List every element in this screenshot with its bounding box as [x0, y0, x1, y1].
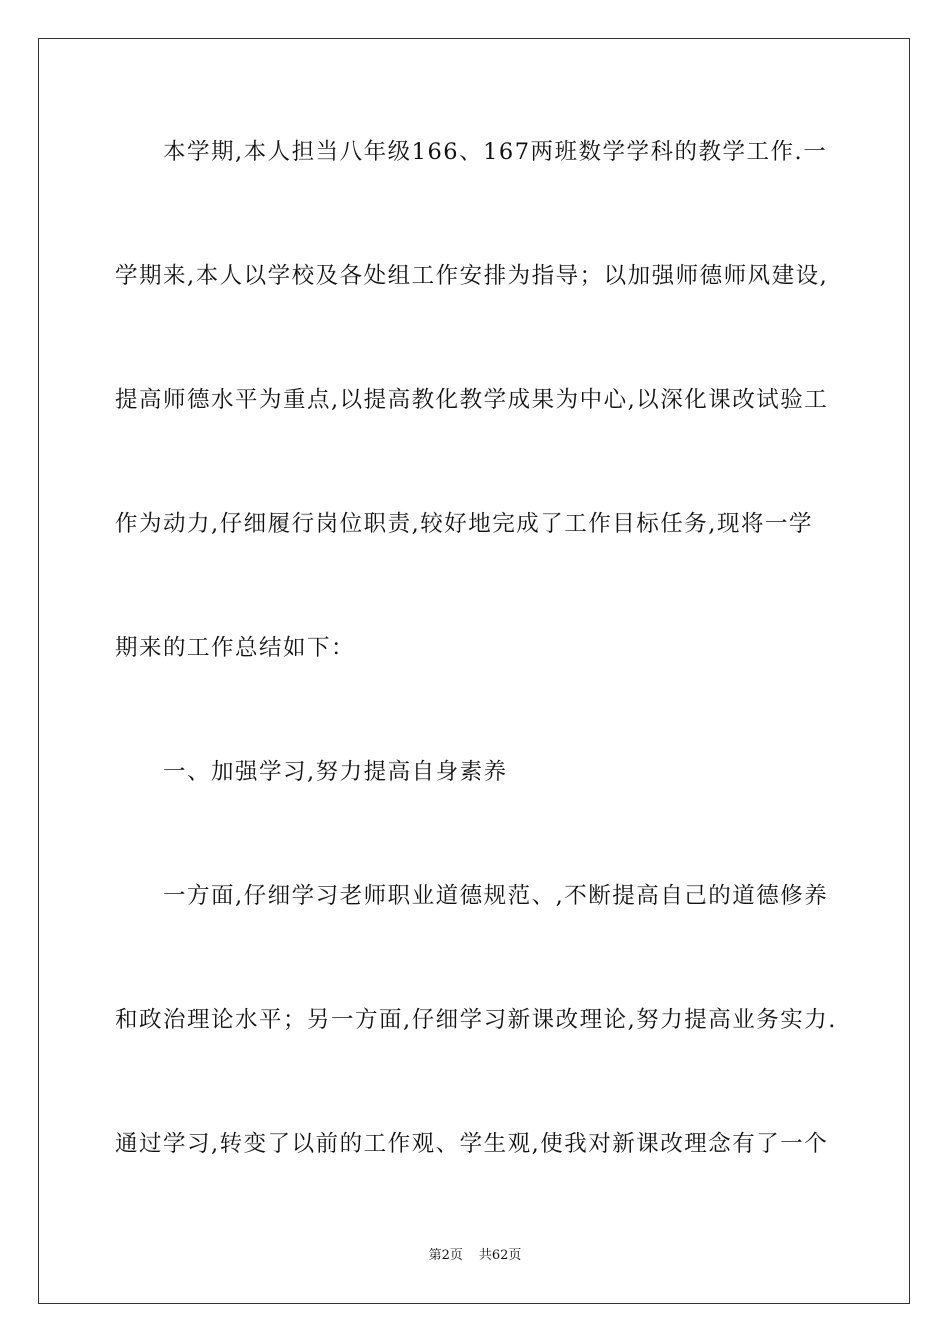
- paragraph-line: 一方面,仔细学习老师职业道德规范、,不断提高自己的道德修养: [163, 883, 829, 909]
- page-footer: [0, 1247, 950, 1265]
- paragraph-line: 通过学习,转变了以前的工作观、学生观,使我对新课改理念有了一个: [115, 1131, 829, 1157]
- page-total: 共62页: [478, 1248, 522, 1263]
- paragraph-line: 期来的工作总结如下：: [115, 635, 356, 661]
- paragraph-line: 学期来,本人以学校及各处组工作安排为指导；以加强师德师风建设,: [115, 263, 829, 289]
- paragraph-line: 和政治理论水平；另一方面,仔细学习新课改理论,努力提高业务实力.: [115, 1007, 837, 1033]
- page-border: [38, 38, 910, 1304]
- paragraph-line: 本学期,本人担当八年级166、167两班数学学科的教学工作.一: [163, 139, 828, 165]
- paragraph-line: 作为动力,仔细履行岗位职责,较好地完成了工作目标任务,现将一学: [115, 511, 813, 537]
- section-heading: 一、加强学习,努力提高自身素养: [163, 759, 508, 785]
- page-number: 第2页: [428, 1248, 463, 1263]
- paragraph-line: 提高师德水平为重点,以提高教化教学成果为中心,以深化课改试验工: [115, 387, 829, 413]
